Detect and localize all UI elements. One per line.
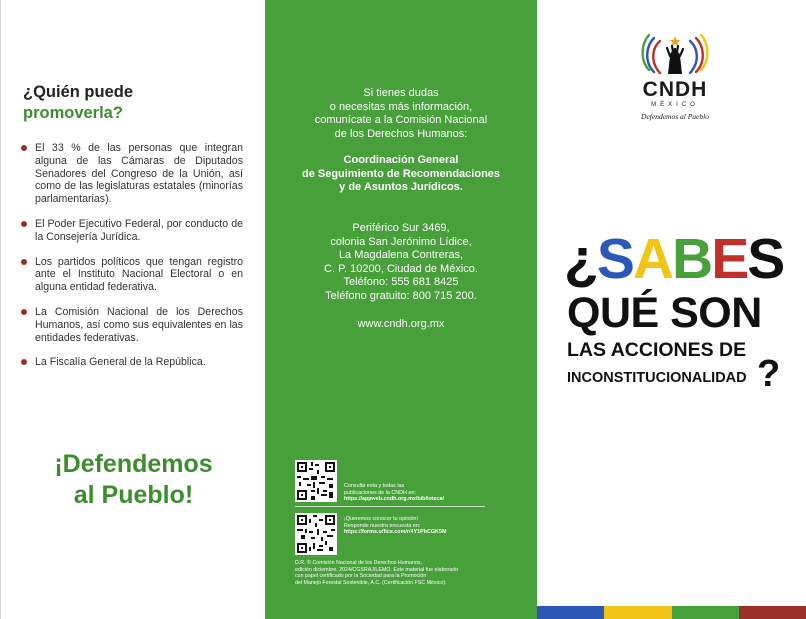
heading-line-2: promoverla? (23, 104, 123, 122)
legal-line: con papel certificado por la Sociedad para la Promoción (295, 573, 427, 580)
contact-panel (265, 0, 537, 619)
coordination-line: Coordinación General (343, 154, 459, 166)
color-bar-yellow (604, 606, 671, 619)
title-open-question-mark: ¿ (564, 227, 597, 291)
address-line: colonia San Jerónimo Lídice, (330, 235, 472, 248)
title-inconstitucionalidad: INCONSTITUCIONALIDAD (567, 370, 747, 386)
color-bars (537, 606, 806, 619)
title-close-question-mark: ? (757, 353, 781, 395)
slogan-line-1: ¡Defendemos (54, 450, 213, 478)
promoter-list (21, 142, 243, 381)
slogan (1, 449, 266, 511)
toll-free-line: Teléfono gratuito: 800 715 200. (325, 289, 477, 302)
list-item: La Fiscalía General de la República. (21, 356, 243, 369)
logo-name: CNDH (642, 78, 708, 101)
website-link[interactable]: www.cndh.org.mx (357, 318, 445, 330)
address-line: C. P. 10200, Ciudad de México. (324, 262, 478, 275)
who-can-promote-heading (23, 82, 133, 124)
title-sabes (564, 229, 783, 289)
address-block (265, 222, 537, 304)
color-bar-blue (537, 606, 604, 619)
title-letter: S (596, 227, 633, 291)
cndh-emblem-icon (630, 26, 720, 78)
intro-line: comunícate a la Comisión Nacional (314, 114, 488, 127)
legal-line: D.R. © Comisión Nacional de los Derechos Humanos, (295, 560, 422, 566)
qr-text-line: Responde nuestra encuesta en: (344, 522, 421, 529)
intro-line: de los Derechos Humanos: (334, 127, 468, 140)
coordination-line: y de Asuntos Jurídicos. (339, 181, 463, 194)
legal-notice (295, 560, 485, 586)
qr-code-icon (295, 460, 337, 502)
intro-line: Si tienes dudas (363, 87, 439, 99)
slogan-line-2: al Pueblo! (73, 481, 194, 509)
list-item: Los partidos políticos que tengan registro ante el Instituto Nacional Electoral o en alguna entidad federativa. (21, 256, 243, 294)
title-letter: A (632, 227, 673, 291)
library-qr-text (344, 483, 504, 503)
title-letter: E (711, 227, 748, 291)
survey-qr-text (344, 516, 504, 536)
heading-line-1: ¿Quién puede (23, 83, 134, 101)
color-bar-red (739, 606, 806, 619)
logo-motto: Defendemos al Pueblo (641, 112, 709, 121)
title-que-son: QUÉ SON (567, 289, 762, 337)
legal-line: edición diciembre, 2024/CGSRAJ/LEMO. Este material fue elaborado (295, 566, 459, 573)
title-letter: B (672, 227, 712, 291)
list-item: El 33 % de las personas que integran alguna de las Cámaras de Diputados Senadores del Congreso de la Unión, así como de las legislaturas estatales (minorías parlamentarias). (21, 142, 243, 206)
logo-country: MÉXICO (651, 102, 699, 108)
library-link[interactable]: https://appweb.cndh.org.mx/biblioteca/ (344, 496, 445, 502)
qr-text-line: ¡Queremos conocer tu opinión! (344, 516, 419, 522)
legal-line: del Manejo Forestal Sostenible, A.C. (Certificación FSC México). (295, 579, 447, 586)
title-letter: S (747, 227, 784, 291)
survey-link[interactable]: https://forms.office.com/r/4Y1PbCGK5M (344, 529, 447, 535)
library-qr-code[interactable] (295, 460, 337, 502)
qr-code-icon (295, 513, 337, 555)
cndh-logo (630, 26, 720, 121)
divider (295, 506, 485, 507)
contact-intro (265, 87, 537, 141)
left-panel (0, 0, 265, 619)
phone-line: Teléfono: 555 681 8425 (343, 276, 459, 289)
address-line: La Magdalena Contreras, (338, 249, 464, 262)
list-item: La Comisión Nacional de los Derechos Humanos, así como sus equivalentes en las entidades federativas. (21, 306, 243, 344)
list-item: El Poder Ejecutivo Federal, por conducto de la Consejería Jurídica. (21, 218, 243, 244)
address-line: Periférico Sur 3469, (352, 222, 450, 234)
cover-panel (537, 0, 806, 619)
coordination-line: de Seguimiento de Recomendaciones (301, 167, 501, 180)
color-bar-green (672, 606, 739, 619)
title-las-acciones: LAS ACCIONES DE (567, 339, 747, 361)
qr-text-line: publicaciones de la CNDH en: (344, 489, 416, 496)
coordination-name (265, 154, 537, 195)
intro-line: o necesitas más información, (329, 100, 473, 113)
qr-text-line: Consulta esta y todas las (344, 483, 405, 489)
survey-qr-code[interactable] (295, 513, 337, 555)
